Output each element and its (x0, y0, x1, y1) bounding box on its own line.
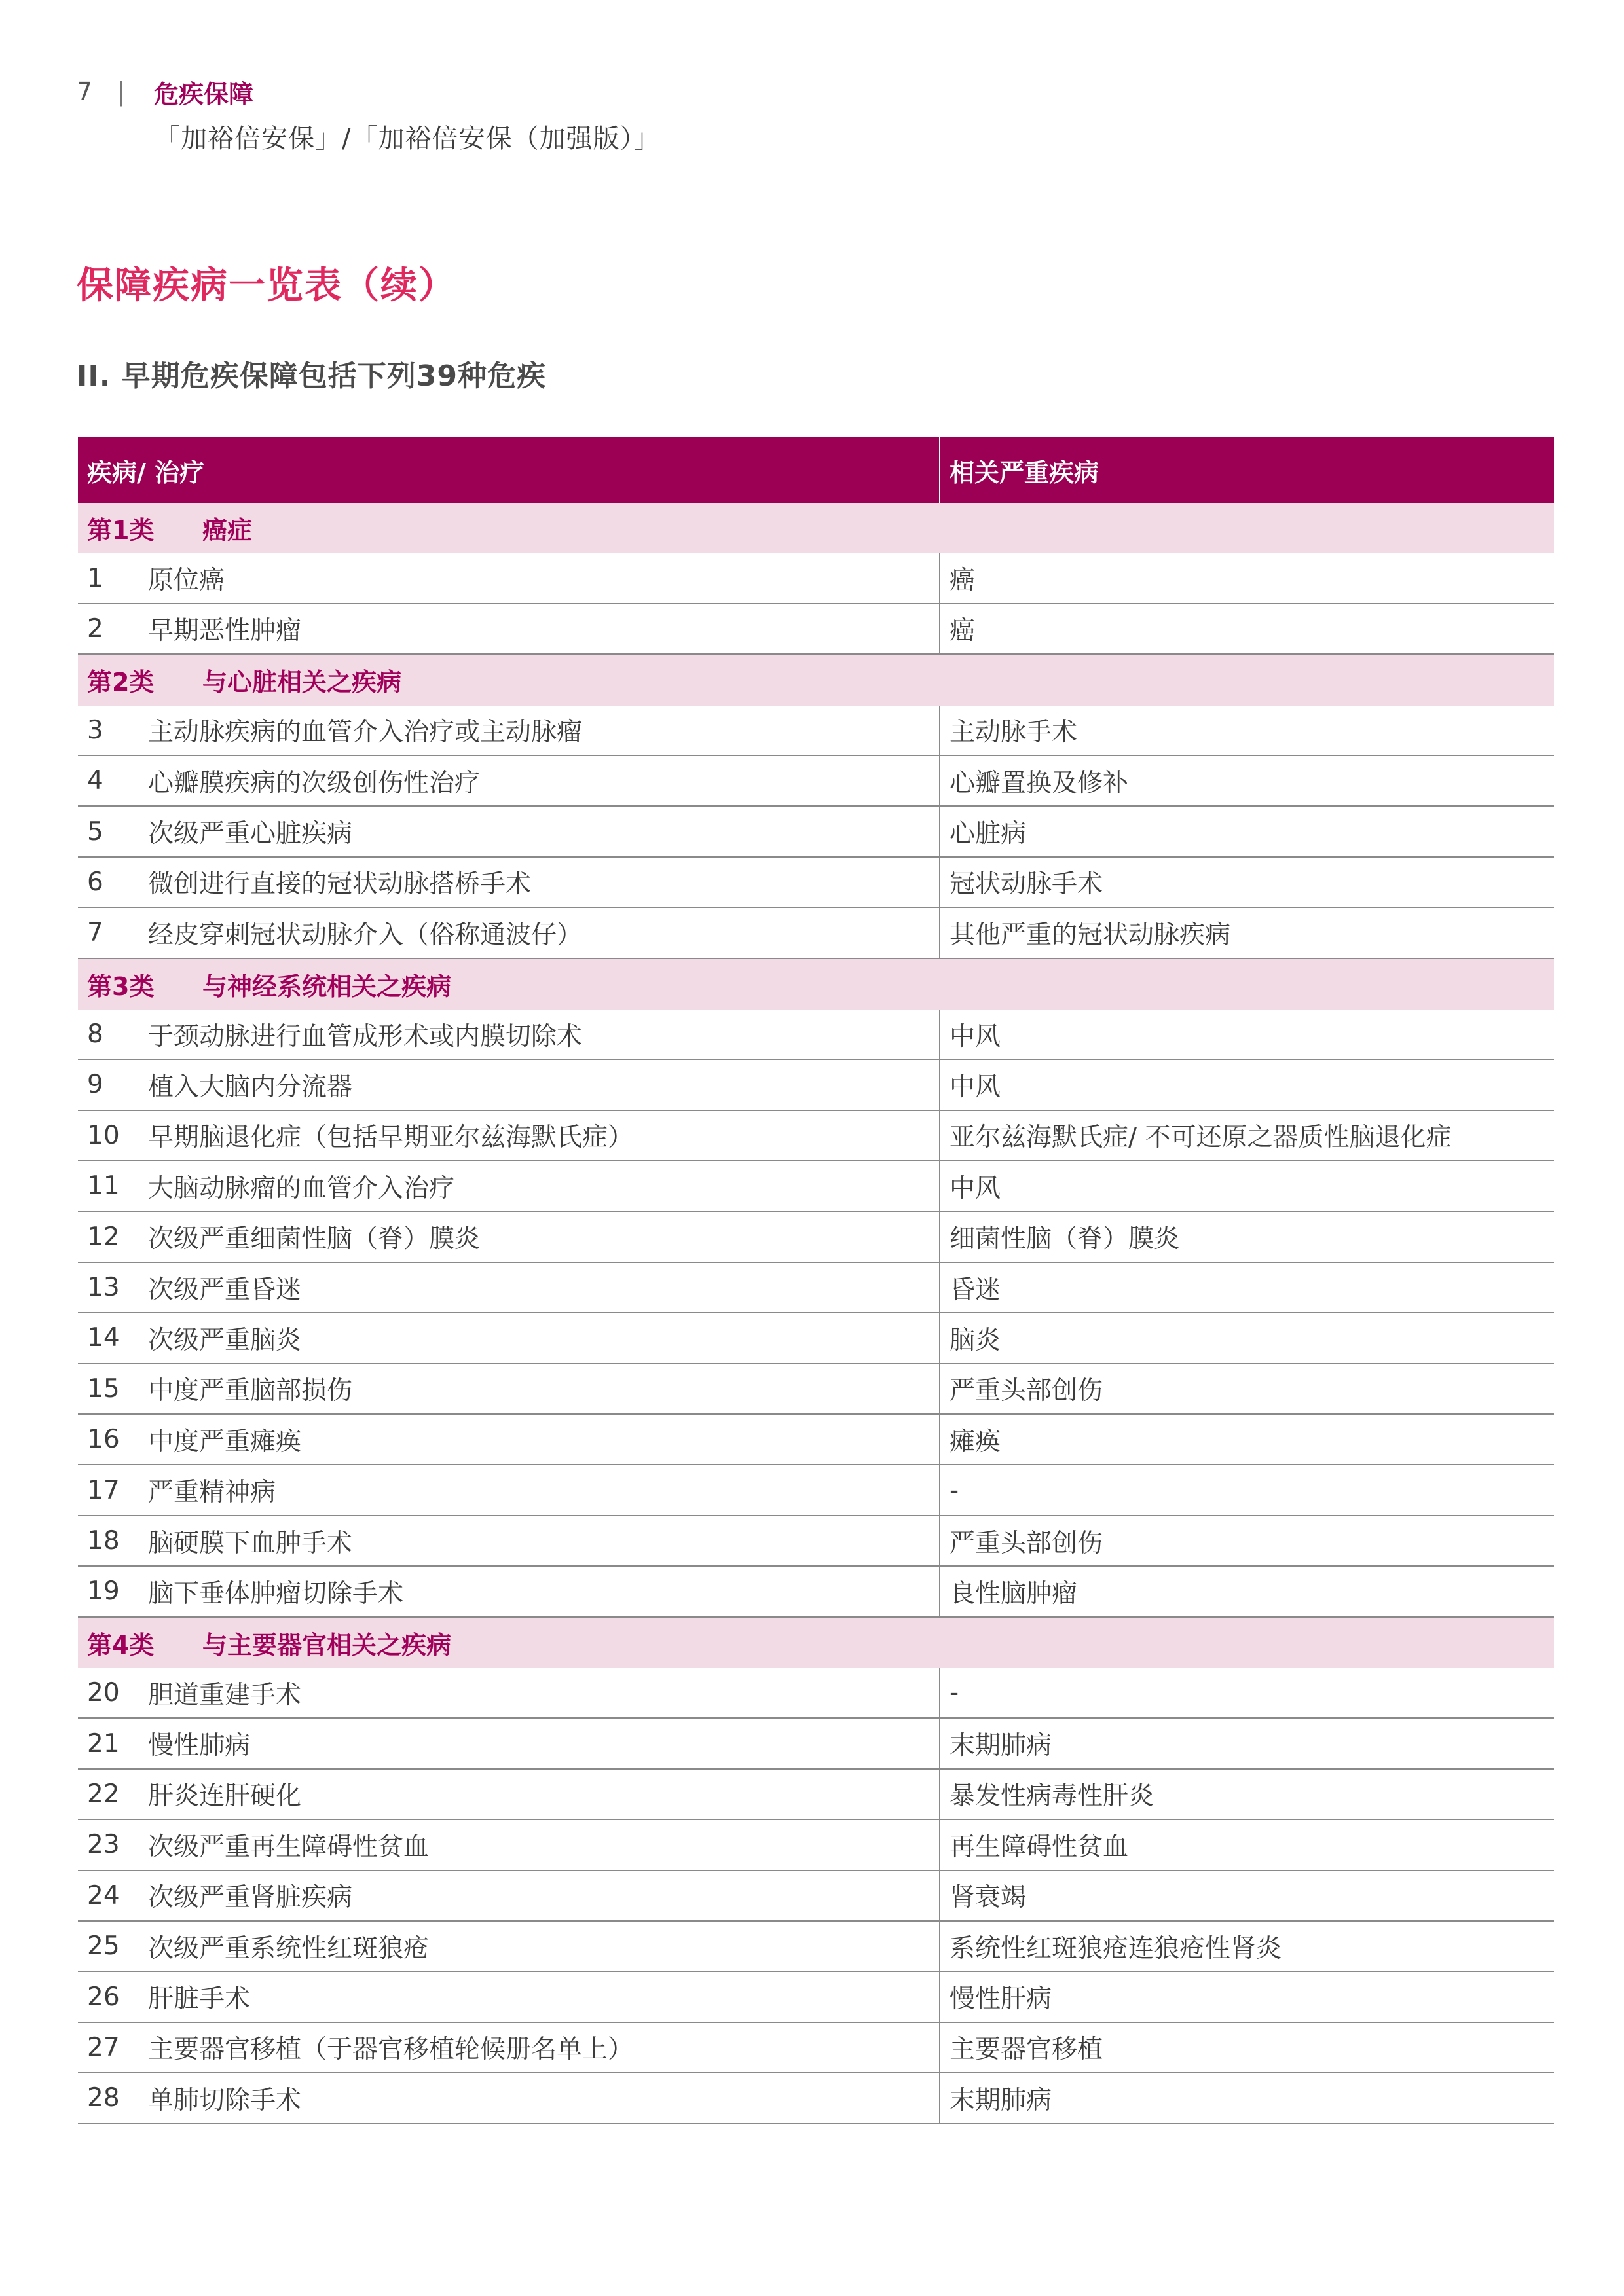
table-row (78, 1719, 1554, 1769)
category-name: 癌症 (202, 516, 253, 545)
table-row (78, 1871, 1554, 1922)
row-number: 2 (87, 613, 103, 644)
row-number: 21 (87, 1728, 120, 1758)
row-number: 13 (87, 1273, 120, 1303)
table-row (78, 1567, 1554, 1617)
related-illness: 严重头部创伤 (950, 1528, 1103, 1558)
table-header (78, 437, 1554, 503)
related-illness: 末期肺病 (950, 2085, 1052, 2115)
disease-cell (78, 1567, 940, 1616)
disease-cell (78, 1922, 940, 1971)
category-row (78, 959, 1554, 1010)
related-illness: 其他严重的冠状动脉疾病 (950, 920, 1231, 950)
disease-name: 脑下垂体肿瘤切除手术 (148, 1578, 404, 1609)
disease-cell (78, 1770, 940, 1819)
related-illness: 系统性红斑狼疮连狼疮性肾炎 (950, 1933, 1282, 1963)
related-illness: - (950, 1475, 959, 1505)
header-disease-treatment: 疾病/ 治疗 (78, 437, 940, 503)
disease-cell (78, 1161, 940, 1211)
related-illness: 主要器官移植 (950, 2035, 1103, 2065)
disease-cell (78, 553, 940, 602)
table-row (78, 1922, 1554, 1972)
row-number: 8 (87, 1019, 103, 1049)
disease-name: 次级严重肾脏疾病 (148, 1883, 353, 1913)
category-row (78, 655, 1554, 705)
related-illness: 暴发性病毒性肝炎 (950, 1781, 1154, 1812)
disease-name: 早期恶性肿瘤 (148, 616, 302, 646)
related-illness: 心瓣置换及修补 (950, 768, 1129, 798)
table-row (78, 1465, 1554, 1516)
category-row (78, 503, 1554, 553)
disease-name: 中度严重脑部损伤 (148, 1376, 353, 1406)
disease-cell (78, 2023, 940, 2072)
table-row (78, 2023, 1554, 2073)
disease-name: 早期脑退化症（包括早期亚尔兹海默氏症） (148, 1123, 634, 1153)
category-number: 第3类 (87, 972, 155, 1001)
disease-name: 次级严重心脏疾病 (148, 819, 353, 849)
row-number: 12 (87, 1222, 120, 1252)
related-illness: 肾衰竭 (950, 1883, 1027, 1913)
disease-cell (78, 1313, 940, 1362)
disease-table (78, 437, 1554, 2124)
row-number: 7 (87, 918, 103, 948)
related-illness: 癌 (950, 566, 976, 596)
table-row (78, 1668, 1554, 1719)
header-divider: | (117, 77, 126, 106)
disease-cell (78, 1212, 940, 1261)
row-number: 28 (87, 2083, 120, 2113)
disease-cell (78, 706, 940, 755)
disease-name: 植入大脑内分流器 (148, 1072, 353, 1102)
category-name: 与主要器官相关之疾病 (202, 1630, 452, 1660)
related-illness: 主动脉手术 (950, 718, 1078, 748)
page-title: 保障疾病一览表（续） (77, 264, 456, 307)
page-number: 7 (77, 77, 93, 106)
table-row (78, 1415, 1554, 1465)
disease-cell (78, 1719, 940, 1768)
row-number: 16 (87, 1425, 120, 1455)
row-number: 17 (87, 1475, 120, 1505)
disease-name: 次级严重系统性红斑狼疮 (148, 1933, 430, 1963)
row-number: 20 (87, 1678, 120, 1708)
disease-cell (78, 1111, 940, 1160)
table-row (78, 604, 1554, 655)
related-illness: 良性脑肿瘤 (950, 1578, 1078, 1609)
related-illness: 中风 (950, 1173, 1001, 1203)
related-illness: - (950, 1678, 959, 1708)
table-row (78, 2073, 1554, 2124)
related-illness: 末期肺病 (950, 1731, 1052, 1761)
table-row (78, 706, 1554, 756)
related-illness: 慢性肝病 (950, 1984, 1052, 2014)
disease-cell (78, 1871, 940, 1920)
disease-cell (78, 1668, 940, 1717)
related-illness: 严重头部创伤 (950, 1376, 1103, 1406)
row-number: 23 (87, 1830, 120, 1860)
disease-name: 严重精神病 (148, 1478, 276, 1508)
related-illness: 中风 (950, 1072, 1001, 1102)
related-illness: 心脏病 (950, 819, 1027, 849)
table-row (78, 1364, 1554, 1415)
table-row (78, 1212, 1554, 1262)
row-number: 19 (87, 1576, 120, 1607)
table-row (78, 756, 1554, 807)
disease-name: 次级严重脑炎 (148, 1325, 302, 1355)
table-row (78, 1820, 1554, 1870)
disease-name: 心瓣膜疾病的次级创伤性治疗 (148, 768, 481, 798)
related-illness: 冠状动脉手术 (950, 869, 1103, 900)
category-row (78, 1618, 1554, 1668)
table-row (78, 807, 1554, 857)
disease-cell (78, 1516, 940, 1565)
table-row (78, 908, 1554, 958)
disease-cell (78, 807, 940, 856)
related-illness: 昏迷 (950, 1275, 1001, 1305)
category-name: 与心脏相关之疾病 (202, 668, 402, 697)
disease-cell (78, 1820, 940, 1869)
row-number: 4 (87, 766, 103, 796)
disease-name: 原位癌 (148, 566, 225, 596)
category-name: 与神经系统相关之疾病 (202, 972, 452, 1001)
table-row (78, 1972, 1554, 2022)
disease-name: 次级严重再生障碍性贫血 (148, 1832, 430, 1862)
disease-cell (78, 1060, 940, 1109)
disease-name: 经皮穿刺冠状动脉介入（俗称通波仔） (148, 920, 583, 950)
table-row (78, 553, 1554, 604)
row-number: 27 (87, 2032, 120, 2062)
page-header (77, 73, 253, 110)
table-body (78, 503, 1554, 2124)
table-row (78, 1010, 1554, 1060)
related-illness: 再生障碍性贫血 (950, 1832, 1129, 1862)
disease-name: 慢性肺病 (148, 1731, 251, 1761)
table-row (78, 1313, 1554, 1364)
disease-cell (78, 604, 940, 653)
category-number: 第4类 (87, 1630, 155, 1660)
disease-name: 次级严重昏迷 (148, 1275, 302, 1305)
row-number: 18 (87, 1526, 120, 1556)
table-row (78, 1060, 1554, 1110)
disease-cell (78, 908, 940, 957)
row-number: 5 (87, 816, 103, 847)
row-number: 24 (87, 1880, 120, 1910)
table-row (78, 1111, 1554, 1161)
category-number: 第2类 (87, 668, 155, 697)
disease-name: 单肺切除手术 (148, 2085, 302, 2115)
row-number: 1 (87, 563, 103, 593)
related-illness: 亚尔兹海默氏症/ 不可还原之器质性脑退化症 (950, 1123, 1452, 1153)
row-number: 26 (87, 1982, 120, 2012)
disease-cell (78, 1010, 940, 1059)
disease-name: 微创进行直接的冠状动脉搭桥手术 (148, 869, 532, 900)
table-row (78, 1263, 1554, 1313)
disease-cell (78, 1972, 940, 2021)
section-name: 危疾保障 (154, 79, 254, 109)
header-related-illness: 相关严重疾病 (950, 458, 1099, 487)
row-number: 9 (87, 1070, 103, 1100)
table-row (78, 1516, 1554, 1567)
disease-cell (78, 1415, 940, 1464)
related-illness: 中风 (950, 1021, 1001, 1051)
disease-name: 于颈动脉进行血管成形术或内膜切除术 (148, 1021, 583, 1051)
row-number: 3 (87, 715, 103, 745)
disease-cell (78, 1263, 940, 1312)
disease-cell (78, 2073, 940, 2123)
disease-name: 主动脉疾病的血管介入治疗或主动脉瘤 (148, 718, 583, 748)
row-number: 15 (87, 1374, 120, 1404)
table-row (78, 1161, 1554, 1212)
disease-cell (78, 756, 940, 805)
related-illness: 瘫痪 (950, 1427, 1001, 1457)
row-number: 22 (87, 1779, 120, 1809)
disease-name: 肝炎连肝硬化 (148, 1781, 302, 1812)
row-number: 10 (87, 1120, 120, 1150)
disease-name: 大脑动脉瘤的血管介入治疗 (148, 1173, 455, 1203)
disease-name: 肝脏手术 (148, 1984, 251, 2014)
row-number: 25 (87, 1931, 120, 1961)
product-names: 「加裕倍安保」/「加裕倍安保（加强版）」 (154, 124, 661, 154)
table-subtitle: II. 早期危疾保障包括下列39种危疾 (77, 359, 547, 393)
table-row (78, 1770, 1554, 1820)
table-row (78, 858, 1554, 908)
related-illness: 细菌性脑（脊）膜炎 (950, 1224, 1180, 1254)
disease-name: 胆道重建手术 (148, 1680, 302, 1710)
disease-name: 主要器官移植（于器官移植轮候册名单上） (148, 2035, 634, 2065)
category-number: 第1类 (87, 516, 155, 545)
related-illness: 癌 (950, 616, 976, 646)
disease-cell (78, 858, 940, 907)
disease-cell (78, 1465, 940, 1514)
disease-cell (78, 1364, 940, 1413)
row-number: 11 (87, 1171, 120, 1201)
disease-name: 次级严重细菌性脑（脊）膜炎 (148, 1224, 481, 1254)
disease-name: 脑硬膜下血肿手术 (148, 1528, 353, 1558)
row-number: 6 (87, 867, 103, 897)
related-illness: 脑炎 (950, 1325, 1001, 1355)
row-number: 14 (87, 1323, 120, 1353)
disease-name: 中度严重瘫痪 (148, 1427, 302, 1457)
